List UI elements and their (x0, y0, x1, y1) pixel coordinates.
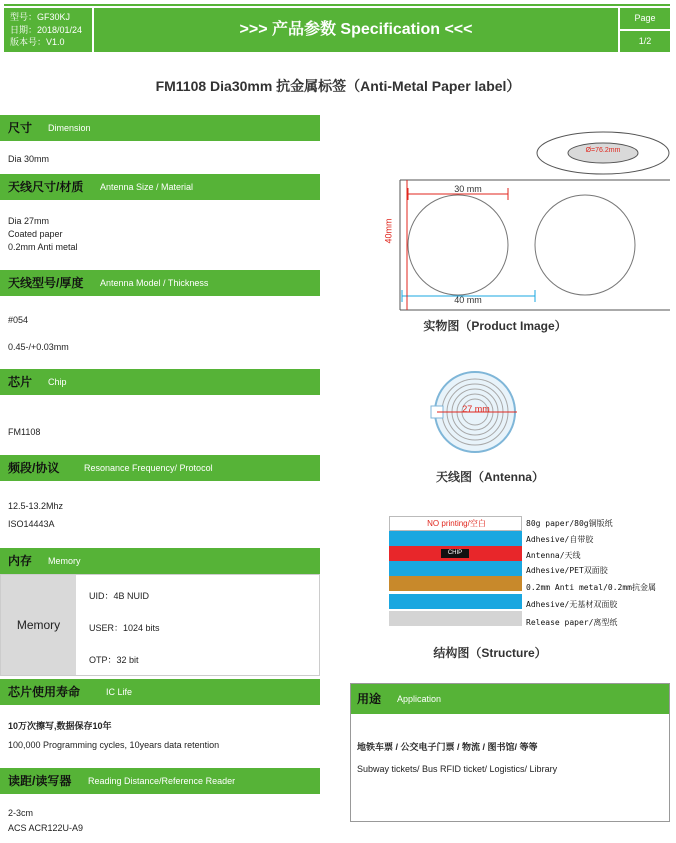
section-title-zh: 读距/读写器 (8, 774, 72, 788)
dim-30-label: 30 mm (454, 184, 482, 194)
layer-adhesive-pet (389, 561, 522, 576)
layer-label: 0.2mm Anti metal/0.2mm抗金属 (526, 583, 656, 592)
label-circle (408, 195, 508, 295)
roll-diameter-label: Ø=76.2mm (585, 147, 621, 154)
product-image-caption: 实物图（Product Image） (423, 319, 567, 333)
section-frequency (0, 455, 320, 481)
ic-life-line: 100,000 Programming cycles, 10years data retention (8, 740, 220, 750)
section-title-en: IC Life (106, 687, 133, 697)
document-title: FM1108 Dia30mm 抗金属标签（Anti-Metal Paper label） (155, 78, 521, 94)
section-title-en: Reading Distance/Reference Reader (88, 776, 236, 786)
ic-life-line: 10万次擦写,数据保存10年 (8, 721, 112, 731)
dim-40w-label: 40 mm (454, 295, 482, 305)
memory-label: Memory (1, 575, 76, 675)
section-title-zh: 芯片使用寿命 (8, 685, 81, 699)
application-box (350, 683, 670, 822)
section-chip (0, 369, 320, 395)
section-title-en: Resonance Frequency/ Protocol (84, 463, 213, 473)
application-header (351, 684, 669, 714)
section-title-en: Memory (48, 556, 81, 566)
dim-40h-label: 40mm (383, 218, 394, 244)
section-title-zh: 天线型号/厚度 (8, 276, 84, 290)
layer-antenna (389, 546, 522, 561)
layer-label: Adhesive/自带胶 (526, 535, 594, 544)
section-title-zh: 内存 (8, 554, 33, 568)
section-title-zh: 频段/协议 (8, 461, 60, 475)
reading-line: 2-3cm (8, 808, 34, 818)
date: 日期：2018/01/24 (10, 24, 83, 35)
frequency-line: ISO14443A (8, 519, 55, 529)
section-antenna-size (0, 174, 320, 200)
section-reading (0, 768, 320, 794)
layer-release-paper (389, 611, 522, 626)
label-circle (535, 195, 635, 295)
section-title-en: Antenna Model / Thickness (100, 278, 209, 288)
layer-text: NO printing/空白 (427, 519, 486, 528)
antenna-size-line: Coated paper (8, 229, 63, 239)
memory-table (0, 574, 320, 676)
layer-label: Adhesive/无基材双面胶 (526, 600, 618, 609)
reading-line: ACS ACR122U-A9 (8, 823, 84, 833)
chip-block: CHIP (441, 549, 469, 558)
application-line-en: Subway tickets/ Bus RFID ticket/ Logistics/ Library (357, 764, 558, 774)
header-title: >>> 产品参数 Specification <<< (94, 8, 618, 52)
antenna-model-line: 0.45-/+0.03mm (8, 342, 69, 352)
section-title-en: Dimension (48, 123, 91, 133)
section-title-en: Antenna Size / Material (100, 182, 194, 192)
layer-label: Adhesive/PET双面胶 (526, 566, 608, 575)
layer-adhesive (389, 531, 522, 546)
memory-row: UID：4B NUID (89, 591, 150, 601)
section-ic-life (0, 679, 320, 705)
structure-caption: 结构图（Structure） (433, 646, 547, 660)
layer-anti-metal (389, 576, 522, 591)
chip-value: FM1108 (8, 427, 41, 437)
layer-paper (389, 516, 522, 531)
layer-label: Release paper/离型纸 (526, 618, 618, 627)
layer-label: 80g paper/80g铜版纸 (526, 519, 613, 528)
product-image-diagram (380, 130, 670, 312)
layer-adhesive-base (389, 594, 522, 609)
antenna-caption: 天线图（Antenna） (435, 470, 544, 484)
layer-label: Antenna/天线 (526, 551, 581, 560)
section-title-zh: 芯片 (8, 375, 33, 389)
application-title-zh: 用途 (357, 692, 382, 706)
section-antenna-model (0, 270, 320, 296)
page-number: 1/2 (620, 31, 670, 52)
header (4, 8, 670, 52)
section-title-zh: 尺寸 (8, 121, 33, 135)
section-title-zh: 天线尺寸/材质 (8, 180, 84, 194)
antenna-dim-label: 27 mm (462, 404, 490, 414)
antenna-model-line: #054 (8, 315, 29, 325)
memory-row: OTP：32 bit (89, 655, 139, 665)
model-number: 型号：GF30KJ (10, 12, 71, 22)
memory-row: USER：1024 bits (89, 623, 160, 633)
section-memory (0, 548, 320, 574)
page-label: Page (620, 8, 670, 29)
header-top-line (4, 4, 670, 6)
application-title-en: Application (397, 694, 442, 704)
version: 版本号：V1.0 (10, 37, 65, 47)
antenna-size-line: Dia 27mm (8, 216, 50, 226)
application-line-zh: 地铁车票 / 公交电子门票 / 物流 / 图书馆/ 等等 (357, 742, 538, 752)
frequency-line: 12.5-13.2Mhz (8, 501, 64, 511)
section-dimension (0, 115, 320, 141)
dimension-value: Dia 30mm (8, 154, 50, 164)
antenna-size-line: 0.2mm Anti metal (8, 242, 78, 252)
section-title-en: Chip (48, 377, 67, 387)
header-meta (4, 8, 92, 52)
